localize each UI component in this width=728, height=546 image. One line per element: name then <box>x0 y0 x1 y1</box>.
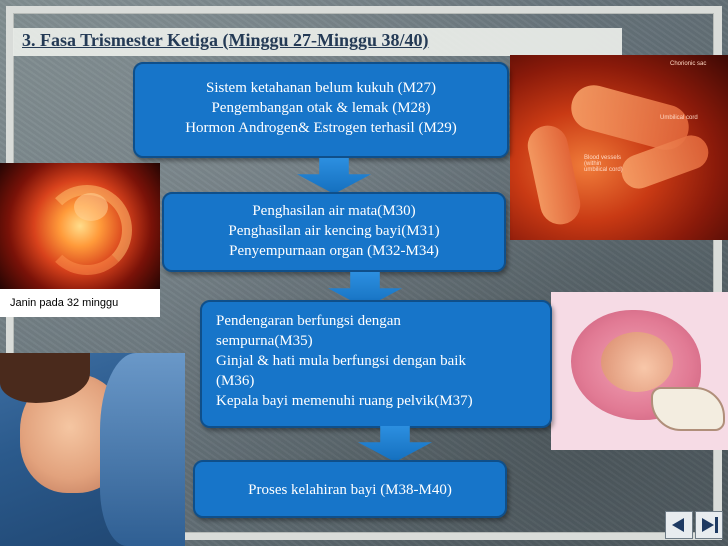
fetus-32-weeks-photo <box>0 163 160 289</box>
baby-in-womb <box>601 332 673 392</box>
box-line: sempurna(M35) <box>216 333 313 349</box>
fetus-head <box>74 193 108 221</box>
box-line: Pengembangan otak & lemak (M28) <box>211 100 431 116</box>
pelvic-bone <box>651 387 725 431</box>
box-line: Proses kelahiran bayi (M38-M40) <box>248 482 452 498</box>
previous-slide-button[interactable] <box>665 511 693 539</box>
previous-icon <box>672 518 684 532</box>
box-line: Ginjal & hati mula berfungsi dengan baik <box>216 353 466 369</box>
label-chorionic: Chorionic sac <box>670 61 707 67</box>
next-slide-button[interactable] <box>695 511 723 539</box>
flow-box-m30-m34 <box>162 192 506 272</box>
box-line: Hormon Androgen& Estrogen terhasil (M29) <box>185 120 457 136</box>
label-vessels: Blood vessels (within umbilical cord) <box>584 155 623 173</box>
box-line: Penghasilan air kencing bayi(M31) <box>228 223 440 239</box>
slide-title: 3. Fasa Trismester Ketiga (Minggu 27-Minggu 38/40) <box>22 30 429 50</box>
next-end-icon <box>702 518 714 532</box>
box-line: Kepala bayi memenuhi ruang pelvik(M37) <box>216 393 473 409</box>
box-line: Pendengaran berfungsi dengan <box>216 313 401 329</box>
flow-box-m35-m37 <box>200 300 552 428</box>
image-caption: Janin pada 32 minggu <box>10 297 119 309</box>
fetus-umbilical-photo <box>510 55 728 240</box>
flow-box-m38-m40 <box>193 460 507 518</box>
box-line: Penghasilan air mata(M30) <box>252 203 416 219</box>
box-line: Penyempurnaan organ (M32-M34) <box>229 243 439 259</box>
end-bar-icon <box>715 517 718 533</box>
box-line: Sistem ketahanan belum kukuh (M27) <box>206 80 436 96</box>
flow-box-m27-m29 <box>133 62 509 158</box>
label-umbilical: Umbilical cord <box>660 115 698 121</box>
blue-blanket <box>100 353 185 546</box>
pelvis-diagram <box>551 292 728 450</box>
newborn-photo <box>0 353 185 546</box>
fetus-limb <box>524 122 584 228</box>
box-line: (M36) <box>216 373 255 389</box>
